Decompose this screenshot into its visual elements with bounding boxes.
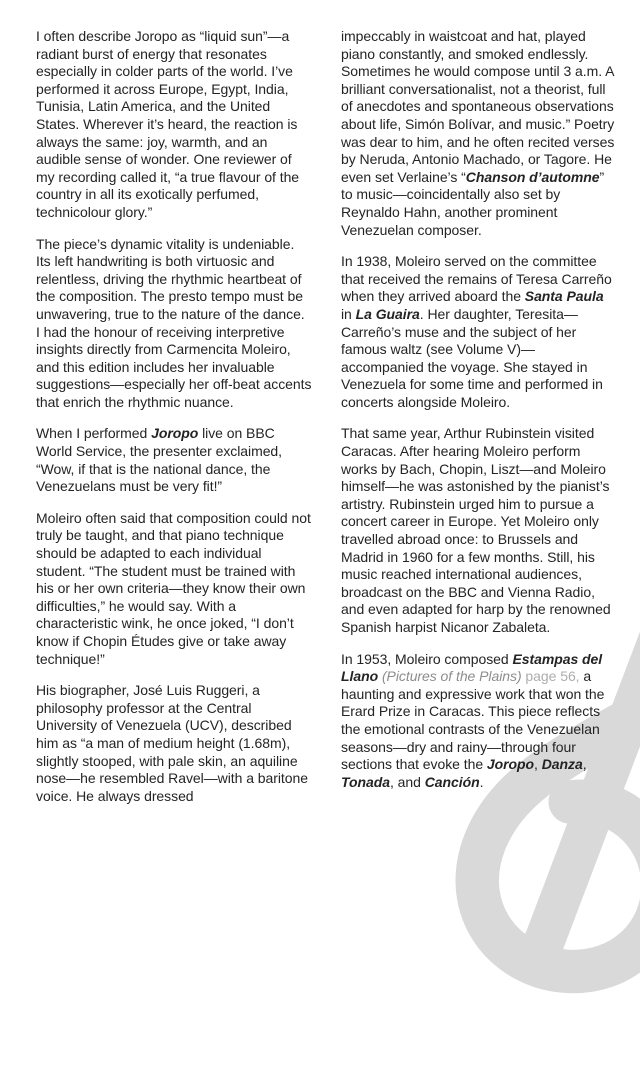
text-run: ” to music—coincidentally also set by Reynaldo Hahn, another prominent Venezuelan composer. <box>341 168 605 238</box>
text-run: Joropo <box>151 425 199 442</box>
text-run: Joropo <box>486 756 535 773</box>
text-run: Moleiro often said that composition could not truly be taught, and that piano technique should be adapted to each individual student. “The student must be trained with his or her own criteria—they know their own difficulties,” he would say. With a characteristic wink, he once joked, “I don’t know if Chopin Études give or take away technique!” <box>36 509 311 667</box>
text-run: Danza <box>541 756 583 773</box>
text-run: Santa Paula <box>524 288 604 305</box>
text-run: , <box>534 756 542 773</box>
paragraph <box>36 510 312 668</box>
text-run: Chanson d’automne <box>465 168 600 185</box>
text-run: His biographer, José Luis Ruggeri, a philosophy professor at the Central University of Venezuela (UCV), described him as “a man of medium height (1.68m), slightly stooped, with pale skin, an aquiline nose—he resembled Ravel—with a baritone voice. He always dressed <box>36 682 308 804</box>
text-run: . <box>479 773 484 790</box>
text-run: When I performed <box>36 425 152 442</box>
text-run: live on BBC World Service, the presenter exclaimed, “Wow, if that is the national dance, the Venezuelans must be very fit!” <box>36 425 283 495</box>
text-run: Canción <box>424 773 480 790</box>
text-run: Tonada <box>341 773 390 790</box>
left-column <box>36 28 312 819</box>
paragraph <box>36 236 312 412</box>
text-run: The piece’s dynamic vitality is undeniable. Its left handwriting is both virtuosic and relentless, driving the rhythmic heartbeat of the composition. The presto tempo must be unwavering, true to the nature of the dance. I had the honour of receiving interpretive insights directly from Carmencita Moleiro, and this edition includes her invaluable suggestions—especially her off-beat accents that enrich the rhythmic nuance. <box>36 235 312 410</box>
text-run: In 1938, Moleiro served on the committee that received the remains of Teresa Carreño when they arrived aboard the <box>341 253 612 305</box>
text-run: La Guaira <box>355 305 420 322</box>
text-run: , <box>582 756 587 773</box>
text-run: impeccably in waistcoat and hat, played piano constantly, and smoked endlessly. Sometimes he would compose until 3 a.m. A brilliant conversationalist, not a theorist, full of anecdotes and spontaneous observations about life, Simón Bolívar, and music.” Poetry was dear to him, and he often recited verses by Neruda, Antonio Machado, or Tagore. He even set Verlaine’s “ <box>341 28 615 185</box>
paragraph <box>36 28 312 222</box>
paragraph <box>341 651 617 792</box>
text-run: a haunting and expressive work that won the Erard Prize in Caracas. This piece reflects the emotional contrasts of the Venezuelan seasons—dry and rainy—through four sections that evoke the <box>341 668 605 773</box>
text-run: Estampas del Llano <box>341 650 603 685</box>
text-run: . Her daughter, Teresita—Carreño’s muse and the subject of her famous waltz (see Volume V)—accompanied the voyage. She stayed in Venezuela for some time and performed in concerts alongside Moleiro. <box>341 305 603 410</box>
right-column <box>341 28 617 819</box>
paragraph <box>341 253 617 411</box>
two-column-text-block <box>36 28 617 819</box>
paragraph <box>36 425 312 495</box>
paragraph <box>341 28 617 239</box>
text-run: , and <box>389 773 425 790</box>
paragraph <box>36 682 312 805</box>
text-run: (Pictures of the Plains) <box>381 668 522 685</box>
text-run: in <box>341 305 356 322</box>
paragraph <box>341 425 617 636</box>
text-run: I often describe Joropo as “liquid sun”—a radiant burst of energy that resonates especially in colder parts of the world. I’ve performed it across Europe, Egypt, India, Tunisia, Latin America, and the United States. Wherever it’s heard, the reaction is always the same: joy, warmth, and an audible sense of wonder. One reviewer of my recording called it, “a true flavour of the country in all its exotically perfumed, technicolour glory.” <box>36 28 300 220</box>
text-run: In 1953, Moleiro composed <box>341 650 513 667</box>
page-ref-link[interactable]: page 56, <box>525 668 580 685</box>
text-run: That same year, Arthur Rubinstein visited Caracas. After hearing Moleiro perform works by Bach, Chopin, Liszt—and Moleiro himself—he was astonished by the pianist’s artistry. Rubinstein urged him to pursue a concert career in Europe. Yet Moleiro only travelled abroad once: to Brussels and Madrid in 1960 for a few months. Still, his music reached international audiences, broadcast on the BBC and Vienna Radio, and even adapted for harp by the renowned Spanish harpist Nicanor Zabaleta. <box>341 425 611 635</box>
